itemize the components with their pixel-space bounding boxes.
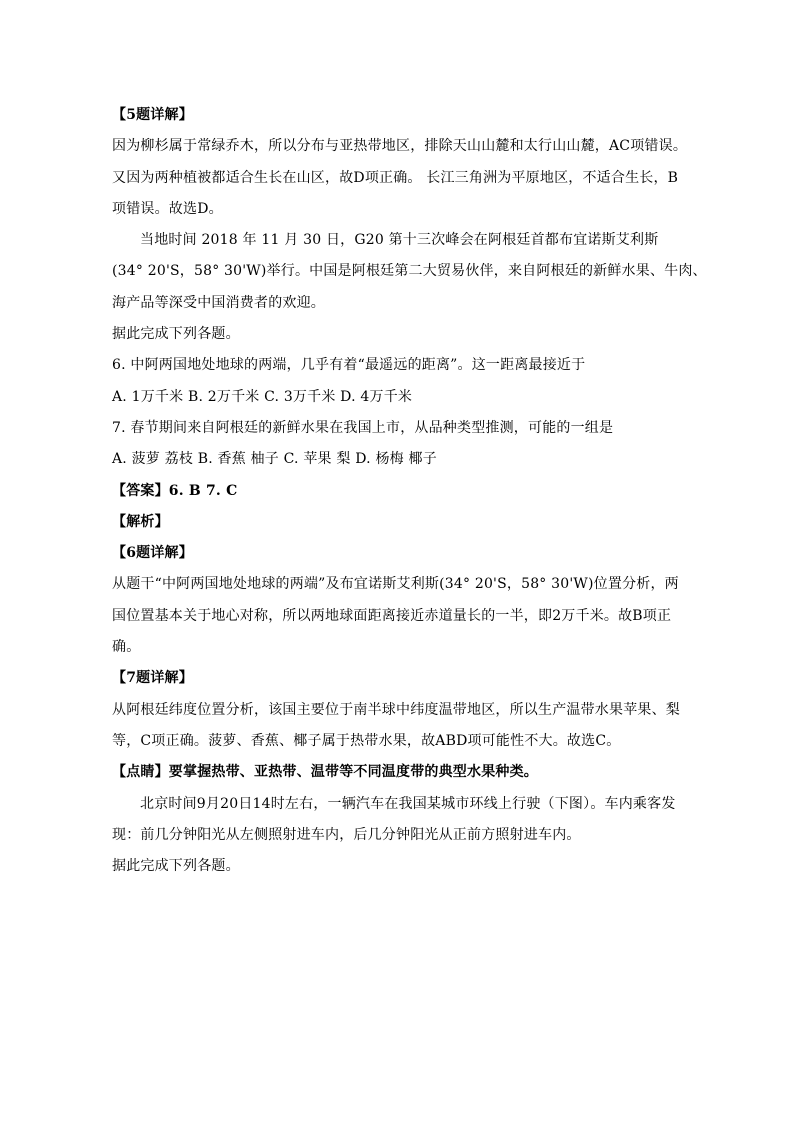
section-heading-q7: 【7题详解】 — [112, 670, 193, 687]
instruction-line: 据此完成下列各题。 — [112, 326, 240, 343]
paragraph-line: 又因为两种植被都适合生长在山区，故D项正确。 长江三角洲为平原地区，不适合生长，B — [112, 169, 679, 186]
paragraph-line: 国位置基本关于地心对称，所以两地球面距离接近赤道量长的一半，即2万千米。故B项正 — [112, 607, 672, 624]
question-6: 6. 中阿两国地处地球的两端，几乎有着“最遥远的距离”。这一距离最接近于 — [112, 357, 586, 374]
paragraph-line: 确。 — [112, 639, 141, 656]
answer-line: 【答案】6. B 7. C — [112, 482, 238, 499]
paragraph-line: 项错误。故选D。 — [112, 200, 223, 217]
document-page — [112, 100, 707, 882]
paragraph-line: 等，C项正确。菠萝、香蕉、椰子属于热带水果，故ABD项可能性不大。故选C。 — [112, 732, 621, 749]
question-7-options: A. 菠萝 荔枝 B. 香蕉 柚子 C. 苹果 梨 D. 杨梅 椰子 — [112, 451, 437, 468]
question-6-options: A. 1万千米 B. 2万千米 C. 3万千米 D. 4万千米 — [112, 388, 413, 405]
passage-line: 海产品等深受中国消费者的欢迎。 — [112, 294, 325, 311]
passage-intro-line: 北京时间9月20日14时左右，一辆汽车在我国某城市环线上行驶（下图）。车内乘客发 — [140, 795, 676, 812]
passage-line: 现：前几分钟阳光从左侧照射进车内，后几分钟阳光从正前方照射进车内。 — [112, 826, 581, 843]
question-7: 7. 春节期间来自阿根廷的新鲜水果在我国上市，从品种类型推测，可能的一组是 — [112, 419, 614, 436]
passage-intro-line: 当地时间 2018 年 11 月 30 日，G20 第十三次峰会在阿根廷首都布宜诺斯艾利斯 — [140, 232, 659, 249]
key-point-line: 【点睛】要掌握热带、亚热带、温带等不同温度带的典型水果种类。 — [112, 764, 538, 781]
instruction-line: 据此完成下列各题。 — [112, 858, 240, 875]
passage-line: (34° 20'S，58° 30'W)举行。中国是阿根廷第二大贸易伙伴，来自阿根廷的新鲜水果、牛肉、 — [112, 263, 707, 280]
paragraph-line: 因为柳杉属于常绿乔木，所以分布与亚热带地区，排除天山山麓和太行山山麓，AC项错误。 — [112, 138, 688, 155]
paragraph-line: 从题干“中阿两国地处地球的两端”及布宜诺斯艾利斯(34° 20'S，58° 30'W)位置分析，两 — [112, 576, 679, 593]
section-heading-q6: 【6题详解】 — [112, 545, 193, 562]
paragraph-line: 从阿根廷纬度位置分析，该国主要位于南半球中纬度温带地区，所以生产温带水果苹果、梨 — [112, 701, 680, 718]
analysis-heading: 【解析】 — [112, 513, 169, 530]
section-heading-q5: 【5题详解】 — [112, 107, 193, 123]
